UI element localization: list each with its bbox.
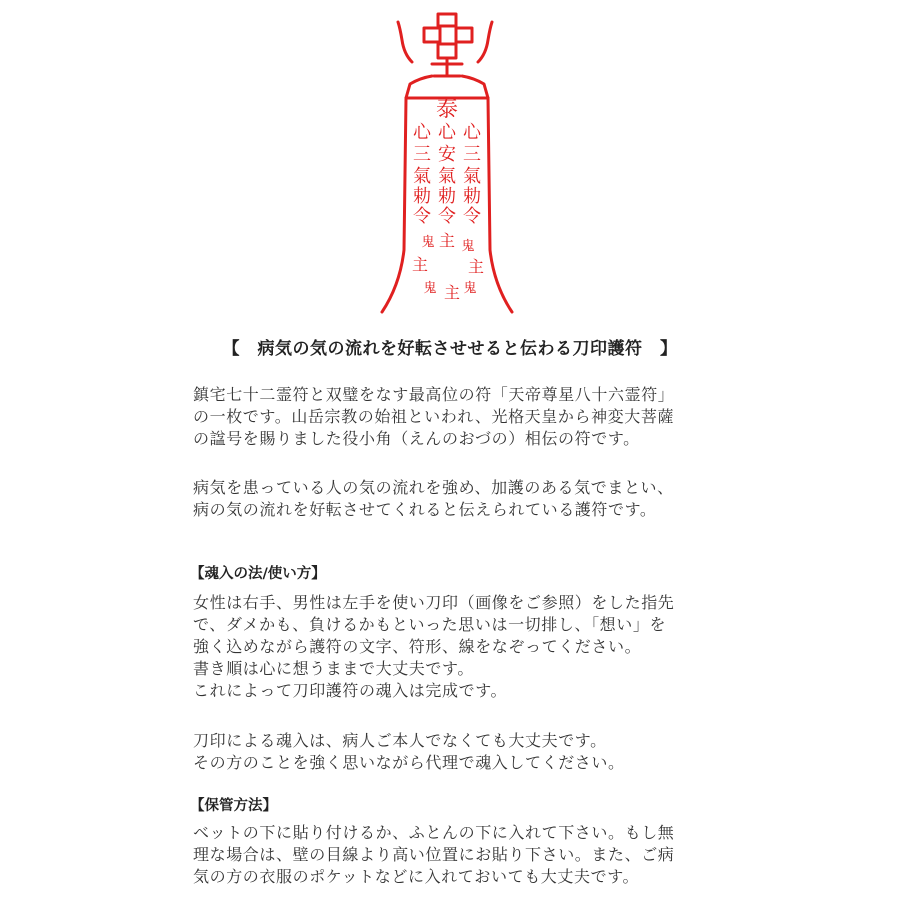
usage-line: 強く込めながら護符の文字、符形、線をなぞってください。 [193, 637, 642, 656]
ring-bottom-right: 鬼 [463, 281, 477, 296]
ring-top-right: 鬼 [461, 239, 475, 254]
top-char: 泰 [435, 97, 459, 122]
usage-line: これによって刀印護符の魂入は完成です。 [193, 681, 508, 700]
body-right-edge [488, 98, 512, 312]
col3-char2: 三 [463, 144, 481, 165]
right-horn [478, 22, 492, 62]
ring-left: 主 [411, 255, 429, 274]
emblem-box-left [424, 28, 440, 42]
left-shoulder [406, 76, 432, 98]
usage-line: 書き順は心に想うままで大丈夫です。 [193, 659, 474, 678]
ring-top-left: 鬼 [421, 235, 435, 250]
emblem-box-top [438, 14, 456, 26]
storage-heading: 【保管方法】 [190, 798, 277, 814]
usage-note-paragraph [193, 730, 713, 774]
usage-note-line: 刀印による魂入は、病人ご本人でなくても大丈夫です。 [193, 731, 607, 750]
col1-char1: 心 [413, 122, 431, 143]
usage-heading: 【魂入の法/使い方】 [190, 566, 326, 582]
intro-line: 鎮宅七十二霊符と双璧をなす最高位の符「天帝尊星八十六霊符」 [193, 385, 675, 404]
talisman-illustration [0, 0, 900, 325]
body-left-edge [382, 98, 406, 312]
col3-char5: 令 [463, 206, 481, 227]
intro-paragraph [193, 384, 713, 450]
usage-note-line: その方のことを強く思いながら代理で魂入してください。 [193, 753, 625, 772]
left-horn [398, 22, 412, 62]
storage-line: 気の方の衣服のポケットなどに入れておいても大丈夫です。 [193, 867, 640, 886]
col3-char1: 心 [463, 122, 481, 143]
ring-bottom-left: 鬼 [423, 281, 437, 296]
usage-line: で、ダメかも、負けるかもといった思いは一切排し、「想い」を [193, 615, 667, 634]
talisman-characters [412, 97, 484, 302]
effect-line: 病気を患っている人の気の流れを強め、加護のある気でまとい、 [193, 478, 674, 497]
usage-line: 女性は右手、男性は左手を使い刀印（画像をご参照）をした指先 [193, 593, 675, 612]
ring-bottom: 主 [443, 283, 461, 302]
col2-char1: 心 [438, 122, 456, 143]
intro-line: の一枚です。山岳宗教の始祖といわれ、光格天皇から神変大菩薩 [193, 407, 675, 426]
storage-line: 理な場合は、壁の目線より高い位置にお貼り下さい。また、ご病 [193, 845, 675, 864]
col1-char3: 氣 [413, 166, 431, 187]
col1-char2: 三 [413, 144, 431, 165]
effect-line: 病の気の流れを好転させてくれると伝えられている護符です。 [193, 500, 657, 519]
col2-char5: 令 [438, 206, 456, 227]
col1-char5: 令 [413, 206, 431, 227]
effect-paragraph [193, 477, 713, 521]
col3-char3: 氣 [463, 166, 481, 187]
storage-line: ベットの下に貼り付けるか、ふとんの下に入れて下さい。もし無 [193, 823, 675, 842]
intro-line: の諡号を賜りました役小角（えんのおづの）相伝の符です。 [193, 429, 640, 448]
usage-paragraph [193, 592, 713, 702]
col2-char3: 氣 [438, 166, 456, 187]
storage-paragraph [193, 822, 713, 888]
col1-char4: 勅 [413, 186, 431, 207]
col2-char4: 勅 [438, 186, 456, 207]
emblem-box-right [456, 28, 472, 42]
emblem-box-center [438, 44, 456, 58]
col3-char4: 勅 [463, 186, 481, 207]
col2-char2: 安 [438, 144, 456, 165]
page-title: 【 病気の気の流れを好転させせると伝わる刀印護符 】 [222, 339, 678, 359]
right-shoulder [462, 76, 488, 98]
emblem-neck [432, 58, 462, 76]
ring-right: 主 [467, 257, 485, 276]
ring-top: 主 [438, 231, 456, 250]
